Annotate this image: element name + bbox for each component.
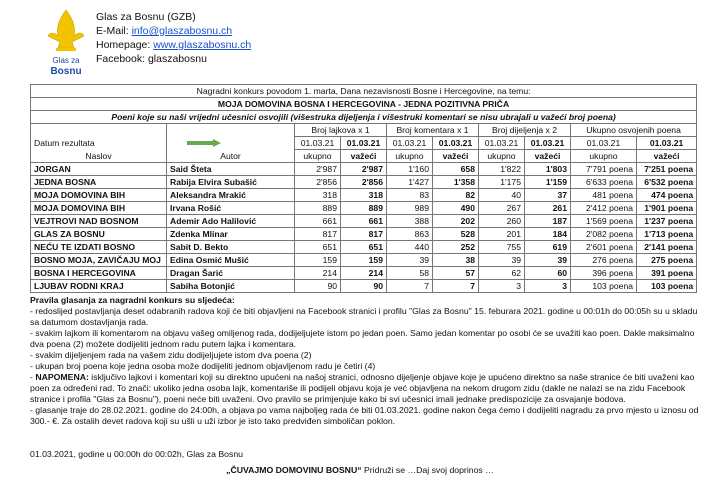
sub-vazeci: važeći [525,150,571,163]
row-cell-s1: 1'822 [479,163,525,176]
rule-item: - svakim lajkom ili komentarom na objavu vašeg omiljenog rada, dodijeljujete istom po jedan poen. Samo jedan komentar po osobi će se uvažiti kao poen. Dakle maksimalno dva poena (2) možete dodijeliti jednom radu putem lajka i komentara. [30,328,695,349]
row-cell-t2: 391 poena [637,267,697,280]
row-author: Aleksandra Mrakić [167,189,295,202]
org-name: Glas za Bosnu (GZB) [96,11,196,23]
row-cell-t2: 275 poena [637,254,697,267]
row-cell-c1: 388 [387,215,433,228]
row-cell-l2: 651 [341,241,387,254]
row-cell-t1: 2'082 poena [571,228,637,241]
row-cell-s1: 267 [479,202,525,215]
row-cell-c2: 490 [433,202,479,215]
sub-vazeci: važeći [341,150,387,163]
date-shares: 01.03.21 [479,137,525,150]
row-title: VEJTROVI NAD BOSNOM [31,215,167,228]
row-cell-s1: 755 [479,241,525,254]
row-cell-s1: 1'175 [479,176,525,189]
banner-line-2: MOJA DOMOVINA BOSNA I HERCEGOVINA - JEDNA POZITIVNA PRIČA [31,98,697,111]
row-cell-t1: 481 poena [571,189,637,202]
row-cell-c1: 989 [387,202,433,215]
row-cell-c1: 7 [387,280,433,293]
row-cell-s1: 260 [479,215,525,228]
rule-item: - ukupan broj poena koje jedna osoba može dodijeliti jednom objavljenom radu je četiri (4) [30,361,376,371]
row-cell-l2: 318 [341,189,387,202]
row-title: NEĆU TE IZDATI BOSNO [31,241,167,254]
row-cell-t1: 103 poena [571,280,637,293]
row-cell-c1: 39 [387,254,433,267]
rule-item: - redoslijed postavljanja deset odabranih radova koji će biti objavljeni na Facebook stranici i profilu "Glas za Bosnu" 15. feburara 2021. godine u 00:01h do 00:05h su u skladu sa datumom dostavljanja rada. [30,306,698,327]
row-cell-s2: 184 [525,228,571,241]
col-autor: Autor [167,150,295,163]
row-cell-s1: 39 [479,254,525,267]
row-title: JEDNA BOSNA [31,176,167,189]
row-cell-s2: 187 [525,215,571,228]
napomena-text: isključivo lajkovi i komentari koji su direktno upućeni na našoj stranici, odnosno dijeljenje objave koje je upućeno direktno sa naše stranice će biti uvaženi kao poen za određeni rad. To znači: ukoliko jedna osoba lajk, komentariše ili podijeli objavu koja je već objavljena na nekom drugom zidu (dakle ne nalazi se na zidu Facebook stranice i profila "Glas za Bosnu"), poeni neće biti uvaženi. Ovo pravilo se primjenjuje kako bi svi učesnici imali jednake predispozicije za osvajanje bodova. [30,372,695,404]
row-cell-c1: 83 [387,189,433,202]
logo-text-bottom: Bosnu [50,66,82,77]
row-cell-l2: 889 [341,202,387,215]
row-cell-l2: 2'987 [341,163,387,176]
row-cell-s2: 60 [525,267,571,280]
row-title: BOSNO MOJA, ZAVIČAJU MOJ [31,254,167,267]
row-title: MOJA DOMOVINA BIH [31,202,167,215]
row-cell-t1: 1'569 poena [571,215,637,228]
col-total: Ukupno osvojenih poena [571,124,697,137]
row-cell-c2: 38 [433,254,479,267]
homepage-link[interactable]: www.glaszabosnu.ch [153,39,252,51]
date-likes: 01.03.21 [295,137,341,150]
arrow-cell [167,137,295,150]
homepage-line: Homepage: www.glaszabosnu.ch [96,39,252,51]
date-label: Datum rezultata [31,137,167,150]
rule-item: - svakim dijeljenjem rada na vašem zidu dodijeljujete istom dva poena (2) [30,350,312,360]
date-comments: 01.03.21 [387,137,433,150]
row-cell-t1: 396 poena [571,267,637,280]
facebook-line: Facebook: glaszabosnu [96,53,207,65]
table-row [31,241,697,254]
row-cell-t2: 2'141 poena [637,241,697,254]
row-cell-t1: 6'633 poena [571,176,637,189]
row-cell-s2: 39 [525,254,571,267]
results-table-wrap [30,84,696,293]
row-cell-s2: 1'803 [525,163,571,176]
date-total: 01.03.21 [571,137,637,150]
row-cell-c1: 1'427 [387,176,433,189]
row-cell-t1: 7'791 poena [571,163,637,176]
row-title: JORGAN [31,163,167,176]
logo-text-top: Glas za [52,56,80,65]
row-cell-s1: 3 [479,280,525,293]
table-row [31,189,697,202]
row-cell-c2: 82 [433,189,479,202]
banner-line-3: Poeni koje su naši vrijedni učesnici osvojili (višestruka dijeljenja i višestruki komentari se nisu ubrajali u važeći broj poena) [31,111,697,124]
row-cell-t1: 2'601 poena [571,241,637,254]
row-title: MOJA DOMOVINA BIH [31,189,167,202]
row-author: Ademir Ado Halilović [167,215,295,228]
row-cell-t2: 1'713 poena [637,228,697,241]
row-author: Irvana Rošić [167,202,295,215]
row-cell-s2: 1'159 [525,176,571,189]
row-author: Zdenka Mlinar [167,228,295,241]
col-likes: Broj lajkova x 1 [295,124,387,137]
date-comments-valid: 01.03.21 [433,137,479,150]
results-rows [31,163,697,293]
row-cell-l2: 817 [341,228,387,241]
row-author: Said Šteta [167,163,295,176]
row-cell-l1: 651 [295,241,341,254]
row-cell-l2: 159 [341,254,387,267]
row-cell-c2: 252 [433,241,479,254]
row-cell-l1: 889 [295,202,341,215]
col-comments: Broj komentara x 1 [387,124,479,137]
row-cell-c1: 58 [387,267,433,280]
email-link[interactable]: info@glaszabosnu.ch [131,25,233,37]
row-author: Rabija Elvira Subašić [167,176,295,189]
row-cell-c2: 528 [433,228,479,241]
date-shares-valid: 01.03.21 [525,137,571,150]
col-shares: Broj dijeljenja x 2 [479,124,571,137]
date-likes-valid: 01.03.21 [341,137,387,150]
table-row [31,280,697,293]
rules-title: Pravila glasanja za nagradni konkurs su sljedeća: [30,295,235,305]
row-cell-s2: 37 [525,189,571,202]
row-cell-t1: 2'412 poena [571,202,637,215]
sub-ukupno: ukupno [571,150,637,163]
row-cell-s1: 201 [479,228,525,241]
row-cell-l1: 817 [295,228,341,241]
table-row [31,176,697,189]
row-cell-c2: 1'358 [433,176,479,189]
row-cell-t2: 6'532 poena [637,176,697,189]
contact-block [96,10,251,66]
row-author: Dragan Šarić [167,267,295,280]
row-author: Sabiha Botonjić [167,280,295,293]
row-cell-c1: 1'160 [387,163,433,176]
row-cell-t2: 474 poena [637,189,697,202]
rule-napomena: - NAPOMENA: isključivo lajkovi i komentari koji su direktno upućeni na našoj stranici, odnosno dijeljenje objave koje je upućeno direktno sa naše stranice će biti uvaženi kao poen za određeni rad. To znači: ukoliko jedna osoba lajk, komentariše ili podijeli objavu koja je već objavljena na nekom drugom zidu (dakle ne nalazi se na zidu Facebook stranice i profila "Glas za Bosnu"), poeni neće biti uvaženi. Ovo pravilo se primjenjuje kako bi svi učesnici imali jednake predispozicije za osvajanje bodova. [30,372,695,404]
row-cell-l1: 318 [295,189,341,202]
row-cell-l1: 661 [295,215,341,228]
row-cell-t2: 1'901 poena [637,202,697,215]
footer-date: 01.03.2021, godine u 00:00h do 00:02h, Glas za Bosnu [30,449,244,459]
sub-ukupno: ukupno [295,150,341,163]
sub-ukupno: ukupno [387,150,433,163]
sub-vazeci: važeći [433,150,479,163]
row-cell-l2: 214 [341,267,387,280]
email-line: E-Mail: info@glaszabosnu.ch [96,25,233,37]
col-naslov: Naslov [31,150,167,163]
row-cell-s1: 62 [479,267,525,280]
letterhead [38,4,438,82]
row-cell-s1: 40 [479,189,525,202]
row-cell-s2: 619 [525,241,571,254]
date-total-valid: 01.03.21 [637,137,697,150]
rule-item: - glasanje traje do 28.02.2021. godine do 24:00h, a objava po vama najboljeg rada će biti 01.03.2021. godine nakon čega ćemo i dodijeliti nagradu za prvo mjesto u iznosu od 300.- €. Za ostalih devet radova koji su ušli u uži izbor je isto tako predviđen simboličan poklon. [30,405,699,426]
arrow-right-icon [187,139,221,147]
table-row [31,163,697,176]
row-cell-l1: 2'987 [295,163,341,176]
row-cell-t2: 1'237 poena [637,215,697,228]
row-cell-s2: 261 [525,202,571,215]
row-cell-c2: 202 [433,215,479,228]
row-cell-c2: 7 [433,280,479,293]
row-author: Sabit D. Bekto [167,241,295,254]
row-cell-l1: 159 [295,254,341,267]
table-row [31,254,697,267]
sub-vazeci: važeći [637,150,697,163]
row-cell-c2: 57 [433,267,479,280]
row-cell-t2: 7'251 poena [637,163,697,176]
row-cell-c1: 863 [387,228,433,241]
rules-section [30,295,700,427]
table-row [31,267,697,280]
row-title: GLAS ZA BOSNU [31,228,167,241]
table-row [31,215,697,228]
row-cell-c2: 658 [433,163,479,176]
motto-rest: Pridruži se …Daj svoj doprinos … [361,465,494,475]
row-title: BOSNA I HERCEGOVINA [31,267,167,280]
row-cell-c1: 440 [387,241,433,254]
row-title: LJUBAV RODNI KRAJ [31,280,167,293]
results-table [30,84,697,293]
banner-line-1: Nagradni konkurs povodom 1. marta, Dana nezavisnosti Bosne i Hercegovine, na temu: [31,85,697,98]
row-cell-s2: 3 [525,280,571,293]
row-cell-t2: 103 poena [637,280,697,293]
row-cell-l1: 214 [295,267,341,280]
table-row [31,228,697,241]
sub-ukupno: ukupno [479,150,525,163]
footer-motto [0,465,720,475]
row-cell-l2: 2'856 [341,176,387,189]
row-cell-t1: 276 poena [571,254,637,267]
row-cell-l1: 2'856 [295,176,341,189]
table-row [31,202,697,215]
row-cell-l2: 90 [341,280,387,293]
glas-za-bosnu-logo [44,8,88,78]
motto-bold: „ČUVAJMO DOMOVINU BOSNU“ [226,465,362,475]
napomena-label: NAPOMENA: [35,372,89,382]
row-author: Edina Osmić Mušić [167,254,295,267]
row-cell-l1: 90 [295,280,341,293]
row-cell-l2: 661 [341,215,387,228]
